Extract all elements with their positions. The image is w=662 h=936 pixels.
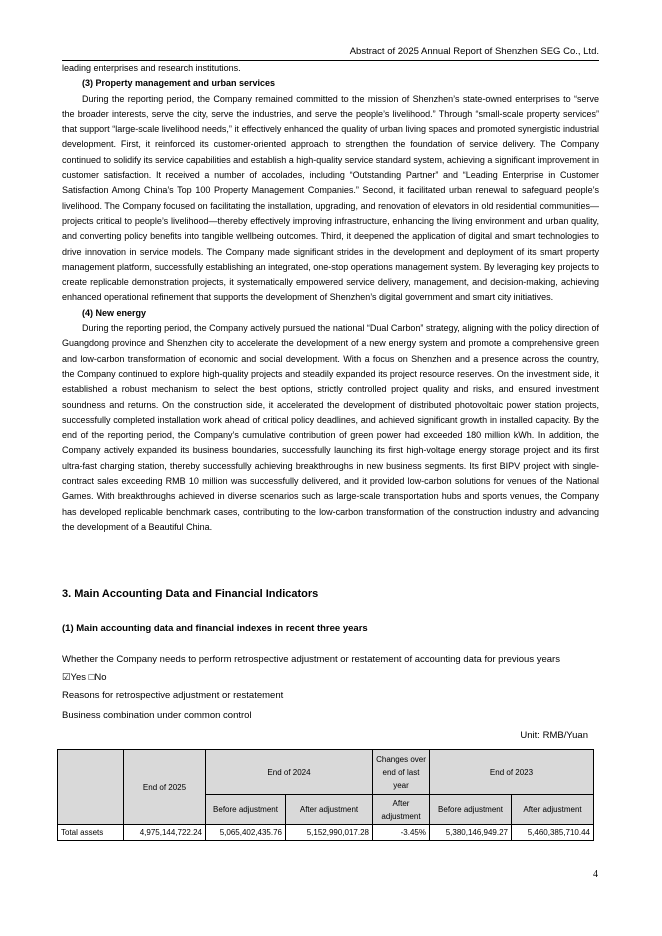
property-paragraph: During the reporting period, the Company remained committed to the mission of Shenzhen’s state-owned enterprises to “serve the broader interests, serve the city, serve the industries, and serve the people’s livelihood.” Through “small-scale property services” that support “large-scale livelihood needs,” it effectively enhanced the quality of urban living spaces and promoted synergistic industrial development. First, it reinforced its customer-oriented approach to strengthen the foundation of service delivery. The Company continued to solidify its service capabilities and establish a high-quality service standard system, achieving a significant improvement in customer satisfaction. It received a number of accolades, including “Outstanding Partner” and “Leading Enterprise in Customer Satisfaction Among China’s Top 100 Property Management Companies.” Second, it facilitated urban renewal to safeguard people’s livelihood. The Company focused on facilitating the installation, upgrading, and renovation of elevators in old residential communities—projects critical to people’s livelihood—thereby effectively improving infrastructure, enhancing the living environment and urban quality, and converting policy benefits into tangible wellbeing outcomes. Third, it deepened the application of digital and smart technologies to drive innovation in service models. The Company made significant strides in the development and deployment of its smart property management platform, successfully establishing an integrated, one-stop operations management system. By leveraging key projects to create replicable demonstration projects, it systematically empowered service delivery, management, and decision-making, achieving enhanced operational refinement that supports the development of Shenzhen’s digital government and smart city initiatives. xyxy=(62,93,599,303)
header-item-blank xyxy=(58,750,124,825)
cell-2024-after: 5,152,990,017.28 xyxy=(286,825,373,841)
header-2024-before: Before adjustment xyxy=(206,795,286,825)
property-heading: (3) Property management and urban services xyxy=(82,78,276,89)
section-heading: 3. Main Accounting Data and Financial Indicators xyxy=(62,588,319,600)
unit-label: Unit: RMB/Yuan xyxy=(520,730,588,741)
header-2024-after: After adjustment xyxy=(286,795,373,825)
intro-line: leading enterprises and research institutions. xyxy=(62,63,241,73)
cell-2023-after: 5,460,385,710.44 xyxy=(512,825,594,841)
accounting-data-table xyxy=(57,749,594,841)
header-end-2025: End of 2025 xyxy=(124,750,206,825)
header-change-after: After adjustment xyxy=(373,795,430,825)
header-2023-after: After adjustment xyxy=(512,795,594,825)
page-number: 4 xyxy=(593,869,598,880)
row-label: Total assets xyxy=(58,825,124,841)
header-2023-before: Before adjustment xyxy=(430,795,512,825)
energy-paragraph: During the reporting period, the Company actively pursued the national “Dual Carbon” strategy, aligning with the policy direction of Guangdong province and Shenzhen city to accelerate the development of a new energy system and promote a comprehensive green and low-carbon transformation of economic and social development. With a focus on Shenzhen and a presence across the country, the Company continued to explore high-quality projects and steadily expanded its project resource reserves. On the investment side, it established a robust mechanism to select the best options, strictly controlled project quality and risks, and ensured investment soundness and returns. On the construction side, it accelerated the development of distributed photovoltaic power station projects, successfully completed installation work ahead of critical policy deadlines, and achieved significant growth in installed capacity. By the end of the reporting period, the Company’s cumulative contribution of green power had exceeded 180 million kWh. In addition, the Company actively expanded its business boundaries, successfully launching its first high-voltage energy storage project and its first ultra-fast charging station, thereby successfully achieving breakthroughs in new business segments. Its first BIPV project with single-contract sales exceeding RMB 10 million was successfully delivered, and it provided low-carbon solutions for venues of the National Games. With breakthroughs achieved in diverse scenarios such as large-scale transportation hubs and sports venues, the Company has developed replicable benchmark cases, contributing to the low-carbon transformation of the construction industry and advancing the development of a Beautiful China. xyxy=(62,323,599,532)
header-change: Changes over end of last year xyxy=(373,750,430,795)
no-label: No xyxy=(94,672,107,683)
checked-box-icon: ☑ xyxy=(62,672,71,683)
yes-label: Yes xyxy=(70,672,87,683)
yes-no-options xyxy=(62,672,107,683)
reason-label: Reasons for retrospective adjustment or restatement xyxy=(62,690,284,701)
running-header: Abstract of 2025 Annual Report of Shenzhen SEG Co., Ltd. xyxy=(349,46,599,57)
cell-2025: 4,975,144,722.24 xyxy=(124,825,206,841)
header-end-2023: End of 2023 xyxy=(430,750,594,795)
cell-2024-before: 5,065,402,435.76 xyxy=(206,825,286,841)
restatement-question: Whether the Company needs to perform retrospective adjustment or restatement of accounting data for previous years xyxy=(62,654,560,665)
cell-2023-before: 5,380,146,949.27 xyxy=(430,825,512,841)
body-text xyxy=(62,61,599,535)
energy-heading: (4) New energy xyxy=(82,307,147,318)
header-end-2024: End of 2024 xyxy=(206,750,373,795)
subsection-heading: (1) Main accounting data and financial indexes in recent three years xyxy=(62,623,368,634)
unchecked-box-icon: □ xyxy=(88,672,95,683)
cell-change: -3.45% xyxy=(373,825,430,841)
reason-value: Business combination under common control xyxy=(62,710,252,721)
table-row xyxy=(58,825,594,841)
